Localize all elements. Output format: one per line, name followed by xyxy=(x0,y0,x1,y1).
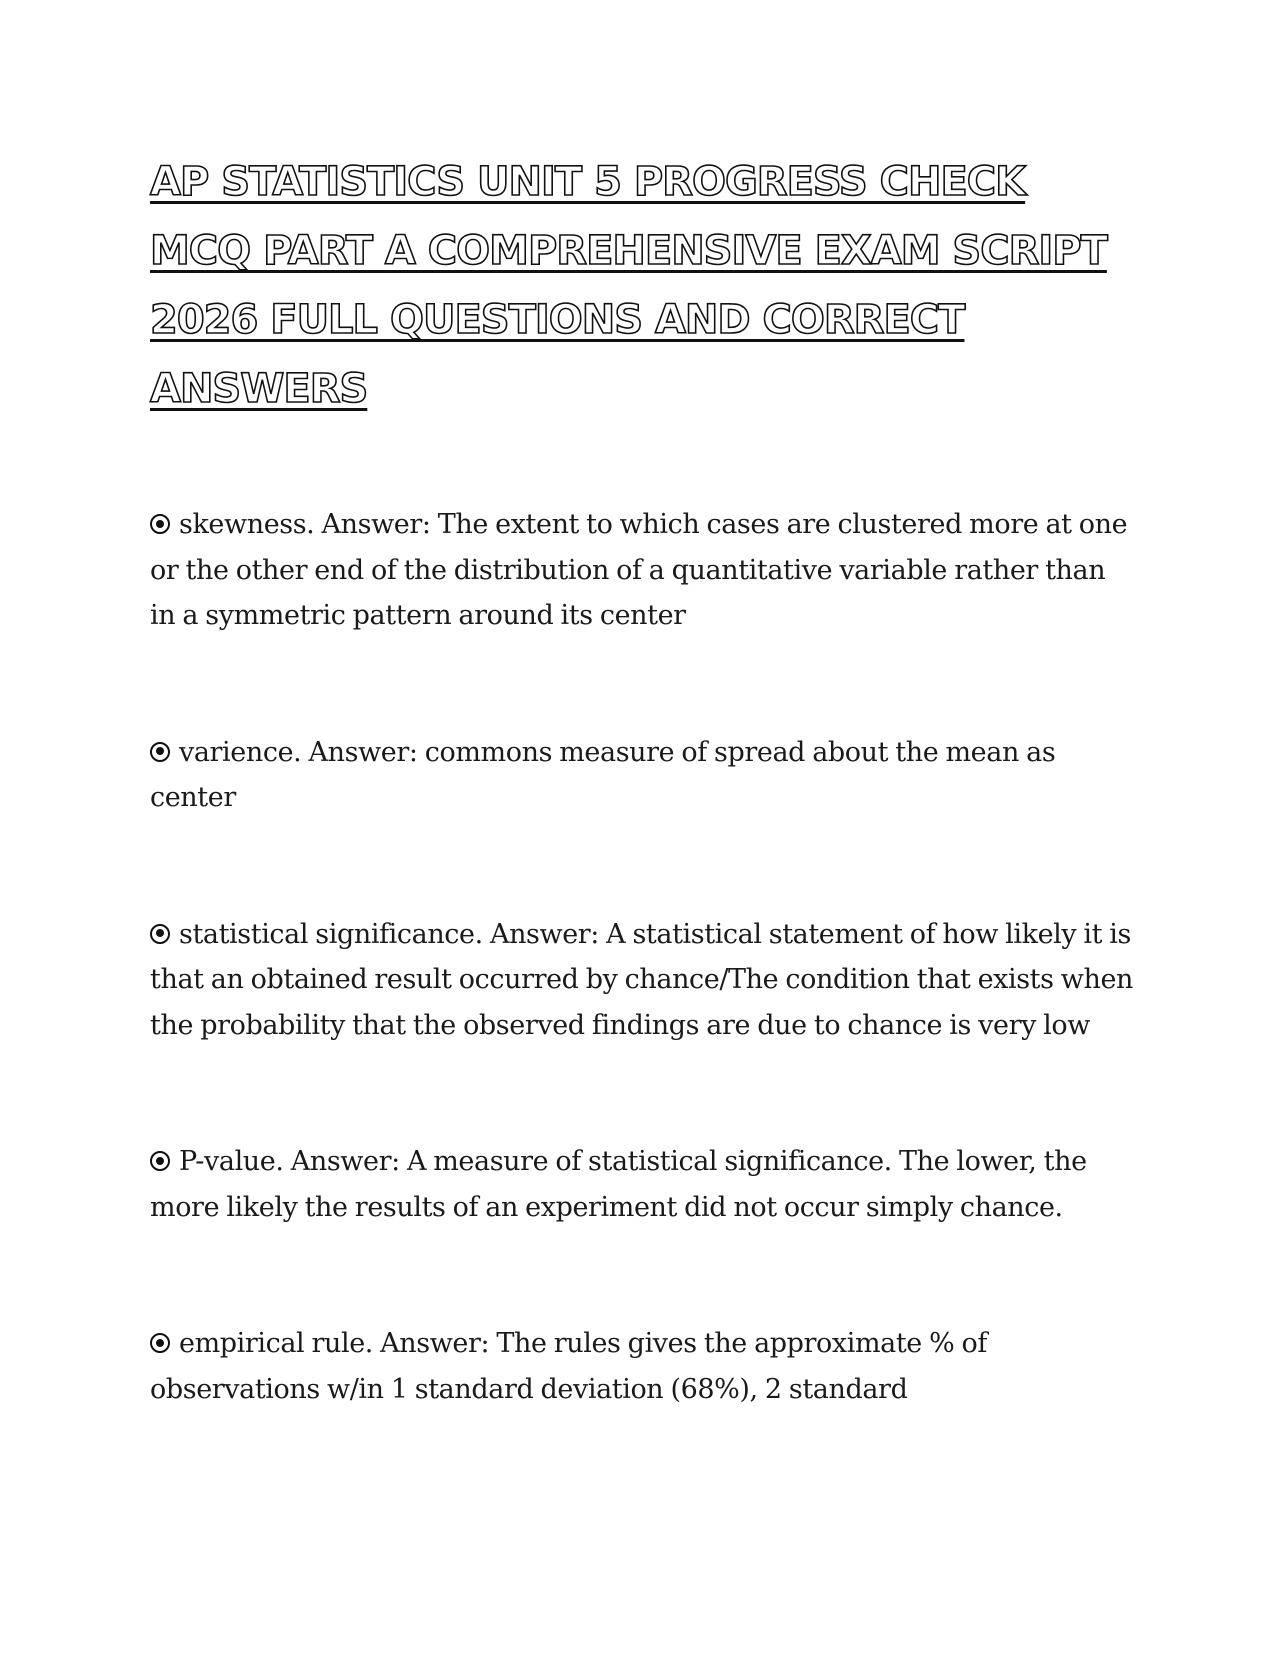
qa-list xyxy=(150,502,1135,1503)
qa-entry-text: skewness. Answer: The extent to which cases are clustered more at one or the other end of the distribution of a quantitative variable rather than in a symmetric pattern around its center xyxy=(150,509,1128,631)
radio-bullet-icon xyxy=(150,1333,170,1353)
qa-entry-p-value xyxy=(150,1139,1135,1230)
radio-bullet-icon xyxy=(150,742,170,762)
qa-entry-skewness xyxy=(150,502,1135,639)
document-title: AP STATISTICS UNIT 5 PROGRESS CHECK MCQ PART A COMPREHENSIVE EXAM SCRIPT 2026 FULL QUESTIONS AND CORRECT ANSWERS xyxy=(150,159,1107,412)
qa-entry-text: empirical rule. Answer: The rules gives the approximate % of observations w/in 1 standard deviation (68%), 2 standard xyxy=(150,1328,987,1405)
radio-bullet-icon xyxy=(150,514,170,534)
qa-entry-statistical-significance xyxy=(150,912,1135,1049)
qa-entry-text: statistical significance. Answer: A statistical statement of how likely it is that an obtained result occurred by chance/The condition that exists when the probability that the observed findings are due to chance is very low xyxy=(150,918,1134,1041)
qa-entry-text: P-value. Answer: A measure of statistical significance. The lower, the more likely the results of an experiment did not occur simply chance. xyxy=(150,1146,1087,1223)
radio-bullet-icon xyxy=(150,1151,170,1171)
radio-bullet-icon xyxy=(150,924,170,944)
qa-entry-empirical-rule xyxy=(150,1321,1135,1412)
qa-entry-text: varience. Answer: commons measure of spread about the mean as center xyxy=(150,736,1056,813)
qa-entry-varience xyxy=(150,730,1135,821)
